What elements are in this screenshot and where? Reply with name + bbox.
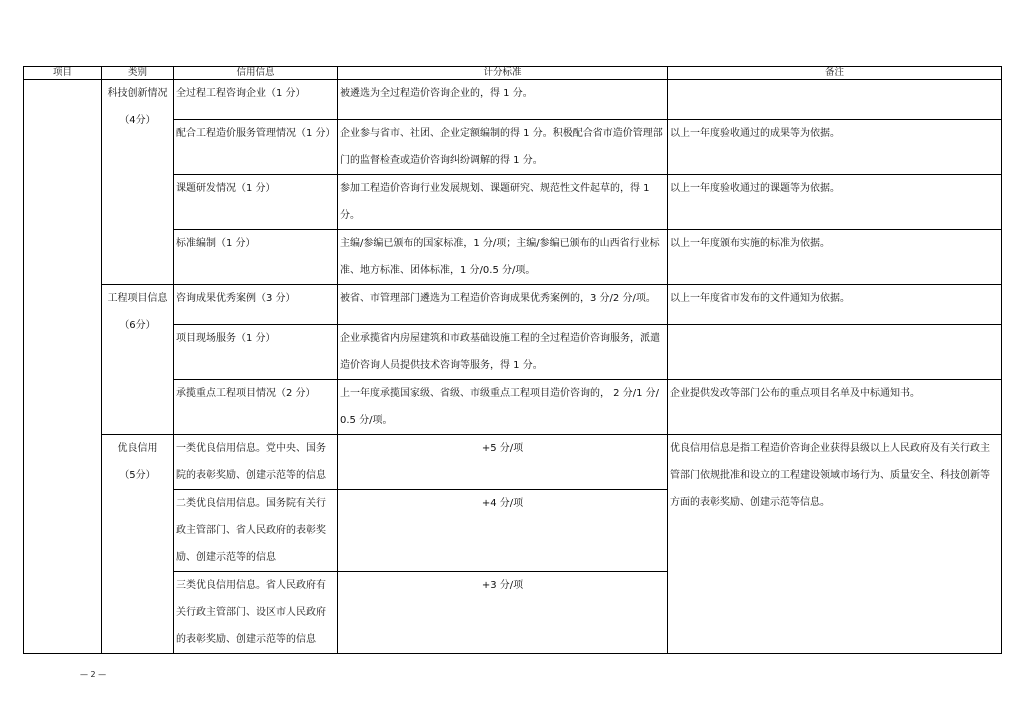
header-criteria: 计分标准: [338, 67, 668, 80]
criteria-cell: 参加工程造价咨询行业发展规划、课题研究、规范性文件起草的，得 1 分。: [338, 175, 668, 230]
category-score: （6分）: [119, 320, 156, 331]
remark-cell: 以上一年度省市发布的文件通知为依据。: [668, 285, 1002, 325]
credit-info-cell: 二类优良信用信息。国务院有关行政主管部门、省人民政府的表彰奖励、创建示范等的信息: [174, 490, 338, 572]
credit-info-cell: 配合工程造价服务管理情况（1 分）: [174, 120, 338, 175]
table-row: [24, 285, 1002, 325]
category-credit: [102, 435, 174, 654]
page-number: — 2 —: [80, 670, 107, 679]
criteria-cell: 企业承揽省内房屋建筑和市政基础设施工程的全过程造价咨询服务，派遣造价咨询人员提供技术咨询等服务，得 1 分。: [338, 325, 668, 380]
table-row: [24, 435, 1002, 490]
category-tech: [102, 80, 174, 285]
criteria-cell: +4 分/项: [338, 490, 668, 572]
table-header-row: [24, 67, 1002, 80]
remark-cell: 优良信用信息是指工程造价咨询企业获得县级以上人民政府及有关行政主管部门依规批准和设立的工程建设领域市场行为、质量安全、科技创新等方面的表彰奖励、创建示范等信息。: [668, 435, 1002, 654]
header-remark: 备注: [668, 67, 1002, 80]
criteria-cell: 企业参与省市、社团、企业定额编制的得 1 分。积极配合省市造价管理部门的监督检查或造价咨询纠纷调解的得 1 分。: [338, 120, 668, 175]
table-row: [24, 80, 1002, 120]
remark-cell: [668, 325, 1002, 380]
credit-info-cell: 全过程工程咨询企业（1 分）: [174, 80, 338, 120]
criteria-cell: +3 分/项: [338, 572, 668, 654]
category-project: [102, 285, 174, 435]
credit-info-cell: 承揽重点工程项目情况（2 分）: [174, 380, 338, 435]
category-name: 优良信用: [117, 443, 158, 454]
remark-cell: 以上一年度验收通过的成果等为依据。: [668, 120, 1002, 175]
credit-info-cell: 三类优良信用信息。省人民政府有关行政主管部门、设区市人民政府的表彰奖励、创建示范等的信息: [174, 572, 338, 654]
category-name: 工程项目信息: [107, 293, 168, 304]
remark-cell: 以上一年度颁布实施的标准为依据。: [668, 230, 1002, 285]
criteria-cell: 主编/参编已颁布的国家标准，1 分/项；主编/参编已颁布的山西省行业标准、地方标准、团体标准，1 分/0.5 分/项。: [338, 230, 668, 285]
category-name: 科技创新情况: [107, 88, 168, 99]
project-cell: [24, 80, 102, 654]
credit-info-cell: 项目现场服务（1 分）: [174, 325, 338, 380]
category-score: （4分）: [119, 115, 156, 126]
credit-info-cell: 课题研发情况（1 分）: [174, 175, 338, 230]
credit-info-cell: 标准编制（1 分）: [174, 230, 338, 285]
header-category: 类别: [102, 67, 174, 80]
scoring-table: [23, 66, 1002, 654]
criteria-cell: 上一年度承揽国家级、省级、市级重点工程项目造价咨询的， 2 分/1 分/0.5 分/项。: [338, 380, 668, 435]
header-credit-info: 信用信息: [174, 67, 338, 80]
remark-cell: [668, 80, 1002, 120]
criteria-cell: 被省、市管理部门遴选为工程造价咨询成果优秀案例的，3 分/2 分/项。: [338, 285, 668, 325]
category-score: （5分）: [119, 470, 156, 481]
remark-cell: 企业提供发改等部门公布的重点项目名单及中标通知书。: [668, 380, 1002, 435]
criteria-cell: +5 分/项: [338, 435, 668, 490]
header-project: 项目: [24, 67, 102, 80]
remark-cell: 以上一年度验收通过的课题等为依据。: [668, 175, 1002, 230]
credit-info-cell: 一类优良信用信息。党中央、国务院的表彰奖励、创建示范等的信息: [174, 435, 338, 490]
credit-info-cell: 咨询成果优秀案例（3 分）: [174, 285, 338, 325]
criteria-cell: 被遴选为全过程造价咨询企业的，得 1 分。: [338, 80, 668, 120]
